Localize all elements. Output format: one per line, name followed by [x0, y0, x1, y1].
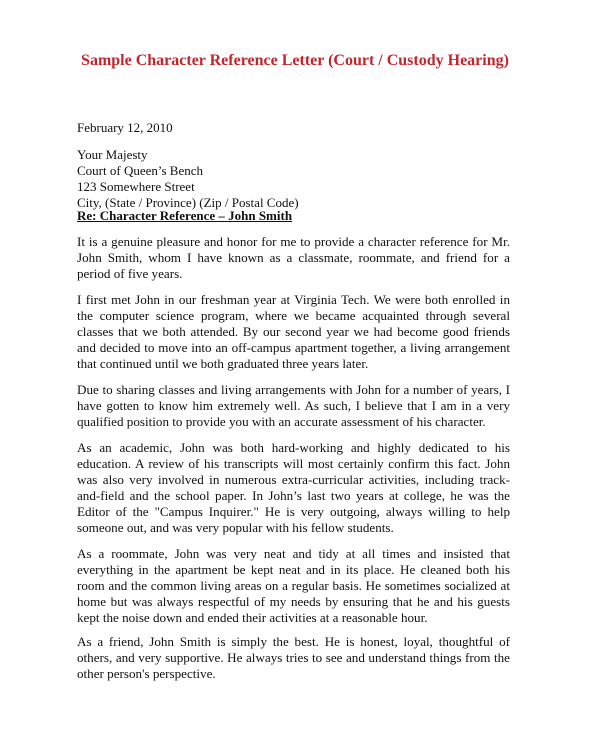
body-paragraph: As an academic, John was both hard-working and highly dedicated to his education. A review of his transcripts will most certainly confirm this fact. John was also very involved in numerous extra-curricular activities, including track-and-field and the school paper. In John’s last two years at college, he was the Editor of the "Campus Inquirer." He is very outgoing, always willing to help someone out, and was very popular with his fellow students. — [77, 440, 510, 535]
recipient-line: 123 Somewhere Street — [77, 178, 195, 194]
letter-date: February 12, 2010 — [77, 120, 173, 135]
body-paragraph: As a roommate, John was very neat and tidy at all times and insisted that everything in the apartment be kept neat and in its place. He cleaned both his room and the common living areas on a regular basis. He sometimes socialized at home but was always respectful of my needs by ensuring that he and his guests kept the noise down and ended their activities at a reasonable hour. — [77, 546, 510, 625]
recipient-line: Your Majesty — [77, 147, 148, 162]
body-paragraph: I first met John in our freshman year at Virginia Tech. We were both enrolled in the computer science program, where we became acquainted through several classes that we both attended. By our second year we had become good friends and decided to move into an off-campus apartment together, a living arrangement that continued until we both graduated three years later. — [77, 292, 510, 371]
letter-title: Sample Character Reference Letter (Court / Custody Hearing) — [81, 52, 509, 69]
body-paragraph: It is a genuine pleasure and honor for me to provide a character reference for Mr. John Smith, whom I have known as a classmate, roommate, and friend for a period of five years. — [77, 234, 510, 281]
subject-line: Re: Character Reference – John Smith — [77, 208, 293, 223]
body-paragraph: Due to sharing classes and living arrangements with John for a number of years, I have gotten to know him extremely well. As such, I believe that I am in a very qualified position to provide you with an accurate assessment of his character. — [77, 382, 510, 429]
recipient-address — [77, 147, 510, 211]
recipient-line: City, (State / Province) (Zip / Postal Code) — [77, 194, 299, 210]
body-paragraph: As a friend, John Smith is simply the best. He is honest, loyal, thoughtful of others, and very supportive. He always tries to see and understand things from the other person's perspective. — [77, 634, 510, 681]
recipient-line: Court of Queen’s Bench — [77, 162, 204, 178]
